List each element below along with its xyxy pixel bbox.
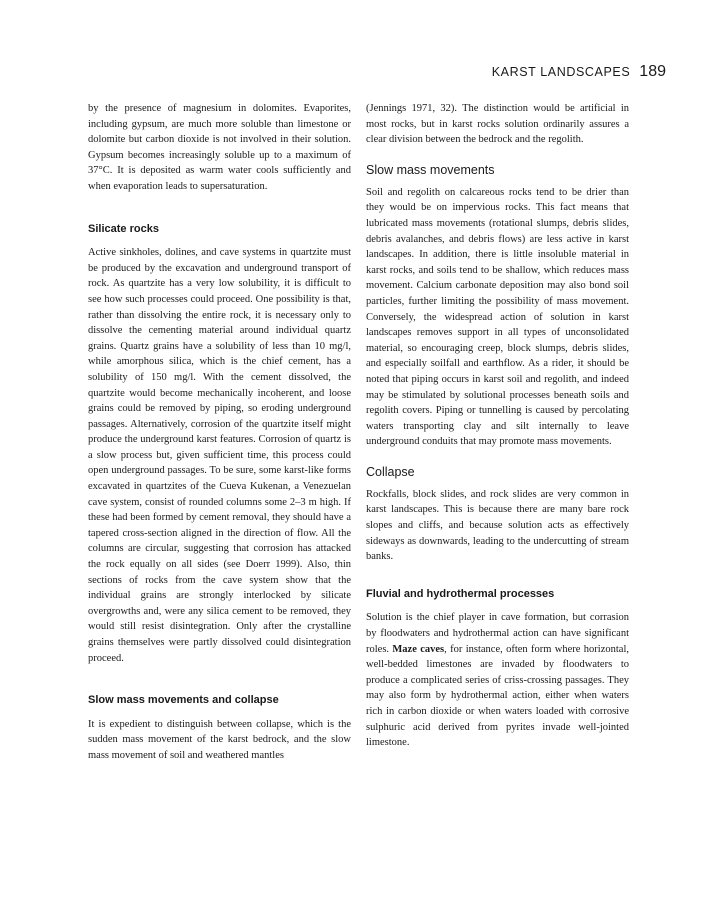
left-column bbox=[88, 101, 351, 764]
subheading-slow-mass-movements: Slow mass movements bbox=[366, 162, 495, 177]
paragraph-fluvial-hydrothermal bbox=[366, 610, 629, 750]
paragraph-slow-mass-movements: Soil and regolith on calcareous rocks tend to be drier than they would be on impervious rocks. This fact means that lubricated mass movements (rotational slumps, debris slides, debris avalanches, and debris flows) are less active in karst landscapes. In addition, there is little insoluble material in karst rocks, and soils tend to be shallow, which reduces mass movement. Calcium carbonate deposition may also bond soil particles, further limiting the possibility of mass movement. Conversely, the widespread action of solution in karst landscapes removes support in all types of unconsolidated material, so encouraging creep, block slumps, debris slides, and especially soilfall and earthflow. As a rider, it should be noted that piping occurs in karst soil and regolith, and indeed may be stimulated by solutional processes beneath soils and regolith covers. Piping or tunnelling is caused by percolating waters transporting clay and silt internally to leave underground conduits that may promote mass movements. bbox=[366, 186, 629, 448]
page-number: 189 bbox=[639, 63, 666, 80]
paragraph-collapse-intro: It is expedient to distinguish between collapse, which is the sudden mass movement of the karst bedrock, and the slow mass movement of soil and weathered mantles bbox=[88, 718, 351, 761]
paragraph-silicate-rocks: Active sinkholes, dolines, and cave systems in quartzite must be produced by the excavation and underground transport of rock. As quartzite has a very low solubility, it is difficult to see how such processes could proceed. One possibility is that, rather than dissolving the entire rock, it is necessary only to dissolve the cementing material around individual quartz grains. Quartz grains have a solubility of less than 10 mg/l, while amorphous silica, which is the chief cement, has a solubility of 150 mg/l. With the cement dissolved, the quartzite would become mechanically incoherent, and loose grains could be removed by piping, so eroding underground passages. Alternatively, corrosion of the quartzite itself might produce the underground karst features. Corrosion of quartz is a slow process but, given sufficient time, this process could open underground passages. To be sure, some karst-like forms excavated in quartzites of the Cueva Kukenan, a Venezuelan cave system, consist of rounded columns some 2–3 m high. If these had been formed by cement removal, they should have a tapered cross-section aligned in the direction of flow. All the columns are circular, suggesting that corrosion has attacked the rock equally on all sides (see Doerr 1999). Also, thin sections of rocks from the cave system show that the individual grains are strongly interlocked by silicate overgrowths and, were any silica cement to be removed, they would still resist disintegration. Only after the crystalline grains themselves were partly dissolved could disintegration proceed. bbox=[88, 247, 351, 664]
fluvial-text-end: , for instance, often form where horizontal, well-bedded limestones are invaded by floodwaters to produce a complicated series of criss-crossing passages. They may also form by hydrothermal action, either when waters rich in carbon dioxide or when waters loaded with corrosive sulphuric acid derived from pyrites invade well-jointed limestone. bbox=[366, 643, 629, 749]
subheading-collapse: Collapse bbox=[366, 464, 415, 479]
heading-fluvial-and-hydrothermal-processes: Fluvial and hydrothermal processes bbox=[366, 587, 555, 600]
paragraph-jennings-continuation: (Jennings 1971, 32). The distinction would be artificial in most rocks, but in karst rocks solution ordinarily assures a clear division between the bedrock and the regolith. bbox=[366, 103, 629, 146]
running-head bbox=[492, 63, 666, 81]
paragraph-collapse: Rockfalls, block slides, and rock slides are very common in karst landscapes. This is because there are many bare rock slopes and cliffs, and because solution acts as effectively sideways as downwards, leading to the undercutting of stream banks. bbox=[366, 488, 629, 563]
term-maze-caves: Maze caves bbox=[392, 643, 445, 655]
right-column bbox=[366, 101, 629, 751]
running-title: KARST LANDSCAPES bbox=[491, 65, 631, 79]
heading-slow-mass-movements-and-collapse: Slow mass movements and collapse bbox=[88, 694, 279, 707]
fluvial-text-start: Solution is the chief player in cave formation, but corrasion by floodwaters and hydrothermal action can have significant roles. bbox=[366, 612, 629, 655]
heading-silicate-rocks: Silicate rocks bbox=[88, 222, 159, 235]
paragraph-evaporites-end: by the presence of magnesium in dolomites. Evaporites, including gypsum, are much more soluble than limestone or dolomite but carbon dioxide is not involved in their solution. Gypsum becomes increasingly soluble up to a maximum of 37°C. It is deposited as warm water cools sufficiently and when evaporation leads to supersaturation. bbox=[88, 103, 351, 192]
